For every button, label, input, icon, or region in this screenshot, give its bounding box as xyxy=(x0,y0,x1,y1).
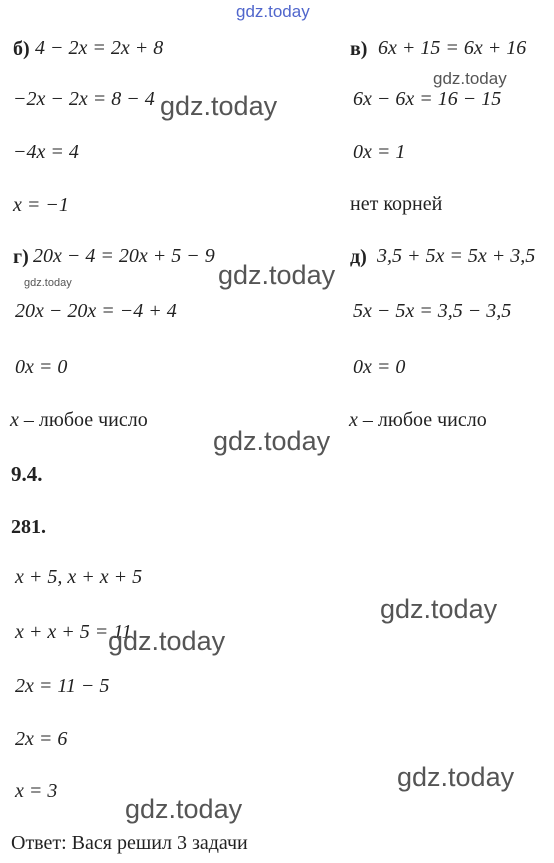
watermark-2: gdz.today xyxy=(433,69,507,88)
watermark-top: gdz.today xyxy=(236,2,310,21)
part-b-label: б) xyxy=(13,38,30,60)
part-v-line-2: 6x − 6x = 16 − 15 xyxy=(353,88,502,110)
part-g-conclusion xyxy=(10,410,148,430)
part-d-line-3: 0x = 0 xyxy=(353,356,406,378)
part-g-label: г) xyxy=(13,246,29,268)
problem-line-5: x = 3 xyxy=(15,780,58,802)
part-g-line-1: 20x − 4 = 20x + 5 − 9 xyxy=(33,245,215,267)
part-d-conclusion-text: – любое число xyxy=(357,409,487,431)
part-v-line-1: 6x + 15 = 6x + 16 xyxy=(378,37,527,59)
part-b-line-4: x = −1 xyxy=(13,194,69,216)
part-d-line-2: 5x − 5x = 3,5 − 3,5 xyxy=(353,300,512,322)
answer: Ответ: Вася решил 3 задачи xyxy=(11,832,248,854)
part-g-conclusion-var: x xyxy=(10,409,19,431)
part-b-line-3: −4x = 4 xyxy=(13,141,79,163)
section-heading: 9.4. xyxy=(11,462,43,486)
watermark-10: gdz.today xyxy=(125,794,243,824)
part-b-line-1: 4 − 2x = 2x + 8 xyxy=(35,37,164,59)
watermark-7: gdz.today xyxy=(380,594,498,624)
part-d-line-1: 3,5 + 5x = 5x + 3,5 xyxy=(377,245,536,267)
watermark-6: gdz.today xyxy=(213,426,331,456)
part-b-line-2: −2x − 2x = 8 − 4 xyxy=(13,88,155,110)
part-d-conclusion xyxy=(349,410,487,430)
part-d-label: д) xyxy=(350,246,367,268)
watermark-4: gdz.today xyxy=(218,260,336,290)
part-d-conclusion-var: x xyxy=(349,409,358,431)
part-g-line-2: 20x − 20x = −4 + 4 xyxy=(15,300,177,322)
watermark-3: gdz.today xyxy=(160,91,278,121)
problem-line-3: 2x = 11 − 5 xyxy=(15,675,110,697)
watermark-9: gdz.today xyxy=(397,762,515,792)
part-v-label: в) xyxy=(350,38,368,60)
part-v-line-3: 0x = 1 xyxy=(353,141,406,163)
part-g-conclusion-text: – любое число xyxy=(18,409,148,431)
watermark-8: gdz.today xyxy=(108,626,226,656)
part-g-line-3: 0x = 0 xyxy=(15,356,68,378)
problem-line-4: 2x = 6 xyxy=(15,728,68,750)
problem-line-1: x + 5, x + x + 5 xyxy=(15,566,143,588)
problem-number: 281. xyxy=(11,516,46,538)
watermark-5: gdz.today xyxy=(24,277,72,289)
part-v-conclusion: нет корней xyxy=(350,193,443,215)
problem-line-2: x + x + 5 = 11 xyxy=(15,621,132,643)
